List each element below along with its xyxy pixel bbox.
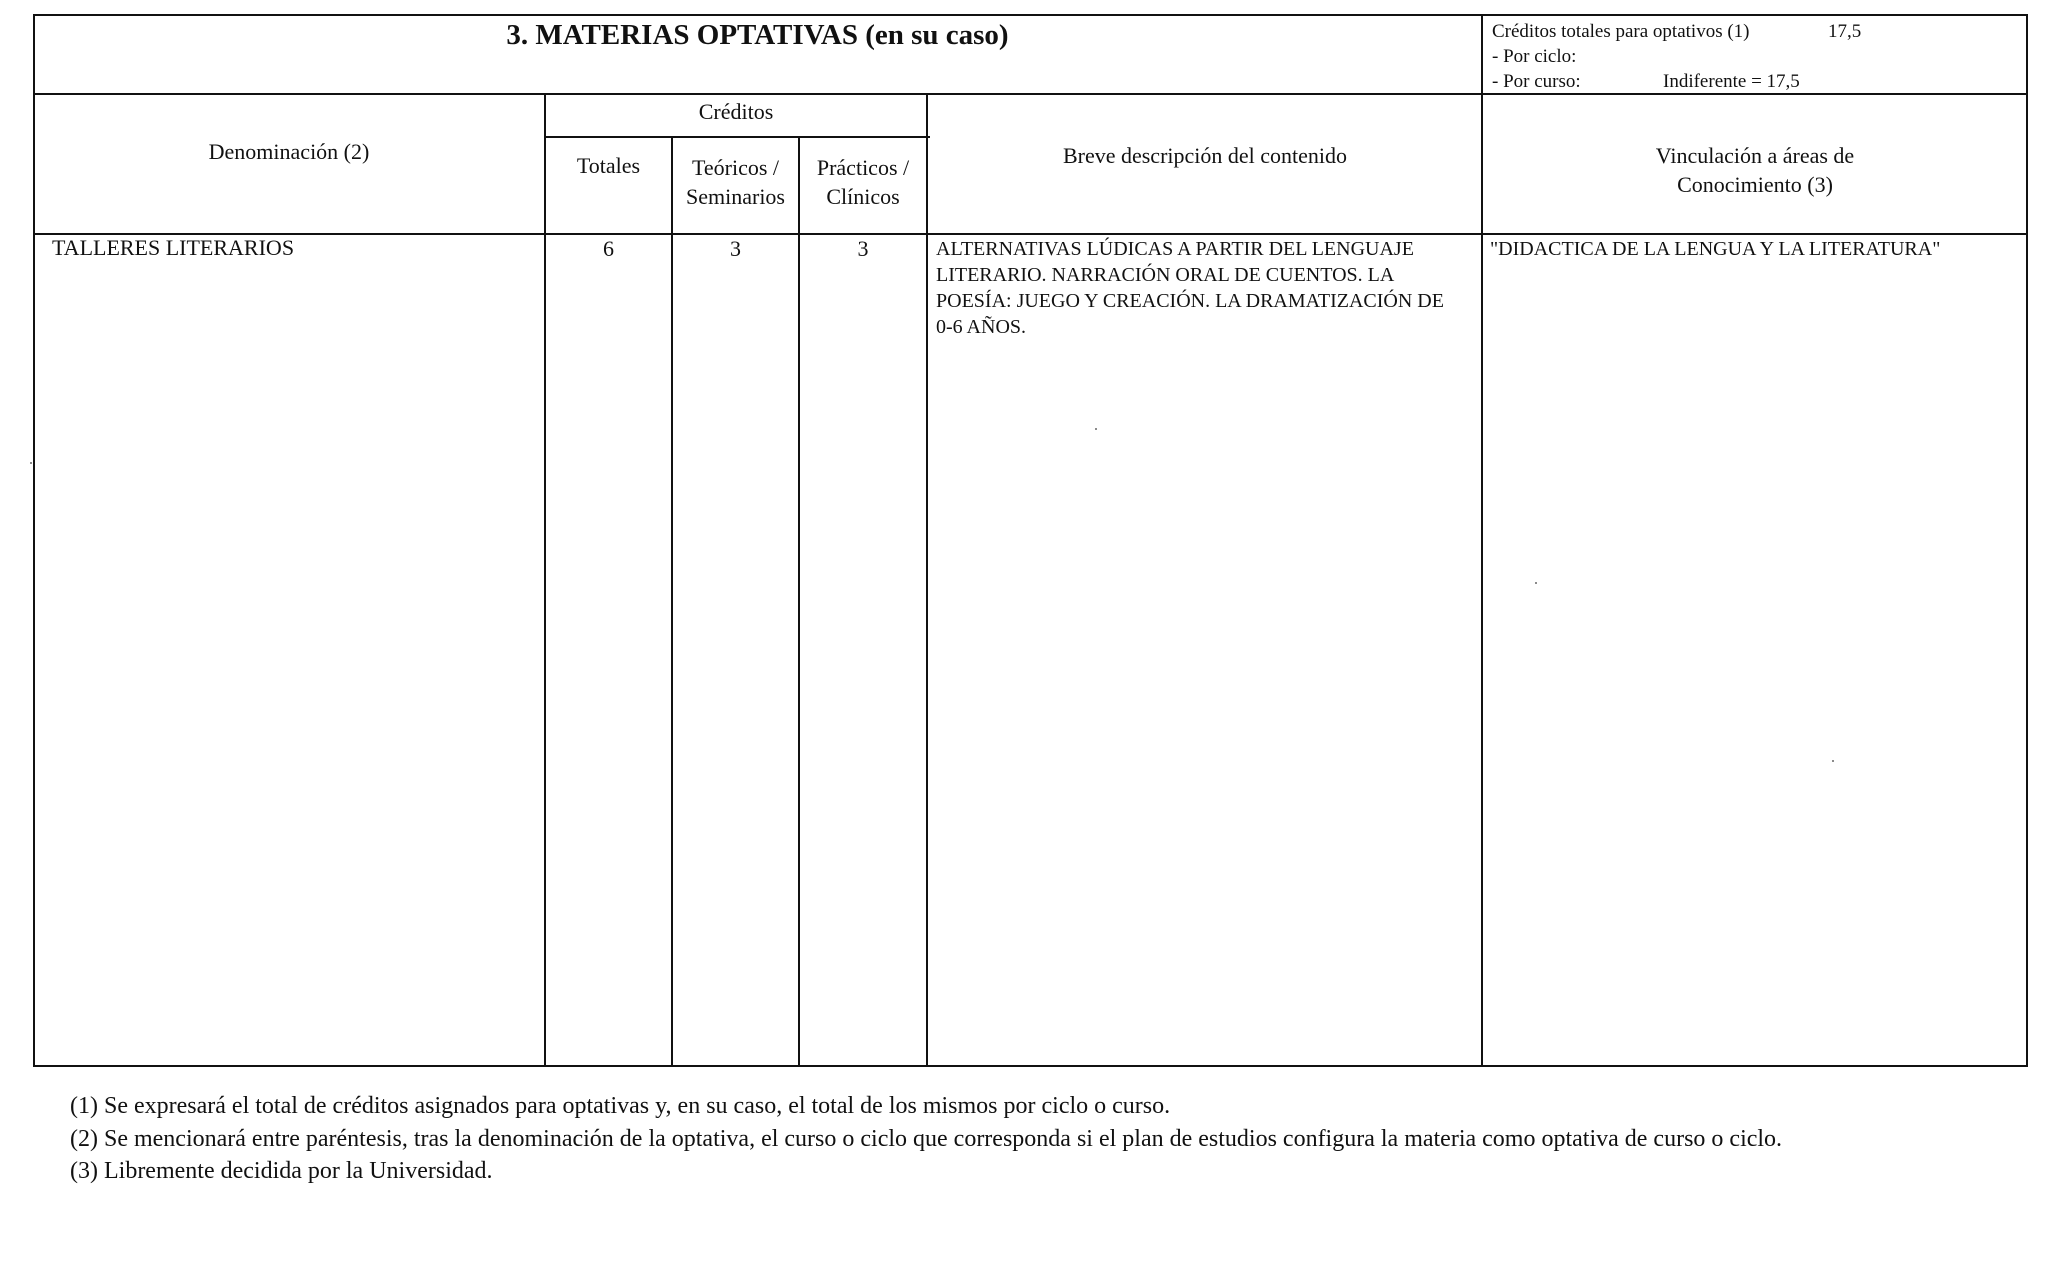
scan-speck xyxy=(1095,428,1097,430)
por-curso-label: - Por curso: xyxy=(1492,71,1581,92)
por-curso-value: Indiferente = 17,5 xyxy=(1663,71,1800,92)
row-vinculacion: "DIDACTICA DE LA LENGUA Y LA LITERATURA" xyxy=(1490,238,1941,260)
header-creditos: Créditos xyxy=(698,99,774,124)
scan-speck xyxy=(1832,760,1834,762)
header-descripcion: Breve descripción del contenido xyxy=(1062,143,1348,168)
col-divider-practicos xyxy=(926,94,928,1067)
col-divider-descripcion xyxy=(1481,14,1483,1067)
footnotes xyxy=(70,1090,1782,1188)
credits-total-value: 17,5 xyxy=(1828,21,1862,42)
title-row-divider xyxy=(33,93,2028,95)
header-practicos: Prácticos / Clínicos xyxy=(816,155,910,210)
creditos-subheader-divider xyxy=(545,136,930,138)
row-denominacion: TALLERES LITERARIOS xyxy=(52,235,295,260)
scan-speck xyxy=(1535,582,1537,584)
footnote-2: (2) Se mencionará entre paréntesis, tras la denominación de la optativa, el curso o ciclo que corresponda si el plan de estudios configura la materia como optativa de curso o ciclo. xyxy=(70,1125,1783,1152)
col-divider-totales xyxy=(671,137,673,1067)
header-row-divider xyxy=(33,233,2028,235)
footnote-1: (1) Se expresará el total de créditos asignados para optativas y, en su caso, el total de los mismos por ciclo o curso. xyxy=(70,1093,1171,1119)
credits-total-label: Créditos totales para optativos (1) xyxy=(1492,21,1750,42)
row-totales: 6 xyxy=(603,236,614,261)
header-vinculacion: Vinculación a áreas de Conocimiento (3) xyxy=(1655,143,1855,198)
row-practicos: 3 xyxy=(857,236,869,261)
footnote-3: (3) Libremente decidida por la Universidad. xyxy=(70,1158,493,1185)
header-teoricos: Teóricos / Seminarios xyxy=(686,155,785,210)
col-divider-teoricos xyxy=(798,137,800,1067)
por-ciclo-label: - Por ciclo: xyxy=(1492,46,1577,67)
scan-speck xyxy=(30,462,32,464)
section-title: 3. MATERIAS OPTATIVAS (en su caso) xyxy=(506,19,1009,51)
header-denominacion: Denominación (2) xyxy=(208,139,370,164)
header-totales: Totales xyxy=(576,153,641,178)
row-teoricos: 3 xyxy=(730,236,741,261)
row-descripcion: ALTERNATIVAS LÚDICAS A PARTIR DEL LENGUAJE LITERARIO. NARRACIÓN ORAL DE CUENTOS. LA POESÍA: JUEGO Y CREACIÓN. LA DRAMATIZACIÓN DE 0-6 AÑOS. xyxy=(936,238,1444,338)
